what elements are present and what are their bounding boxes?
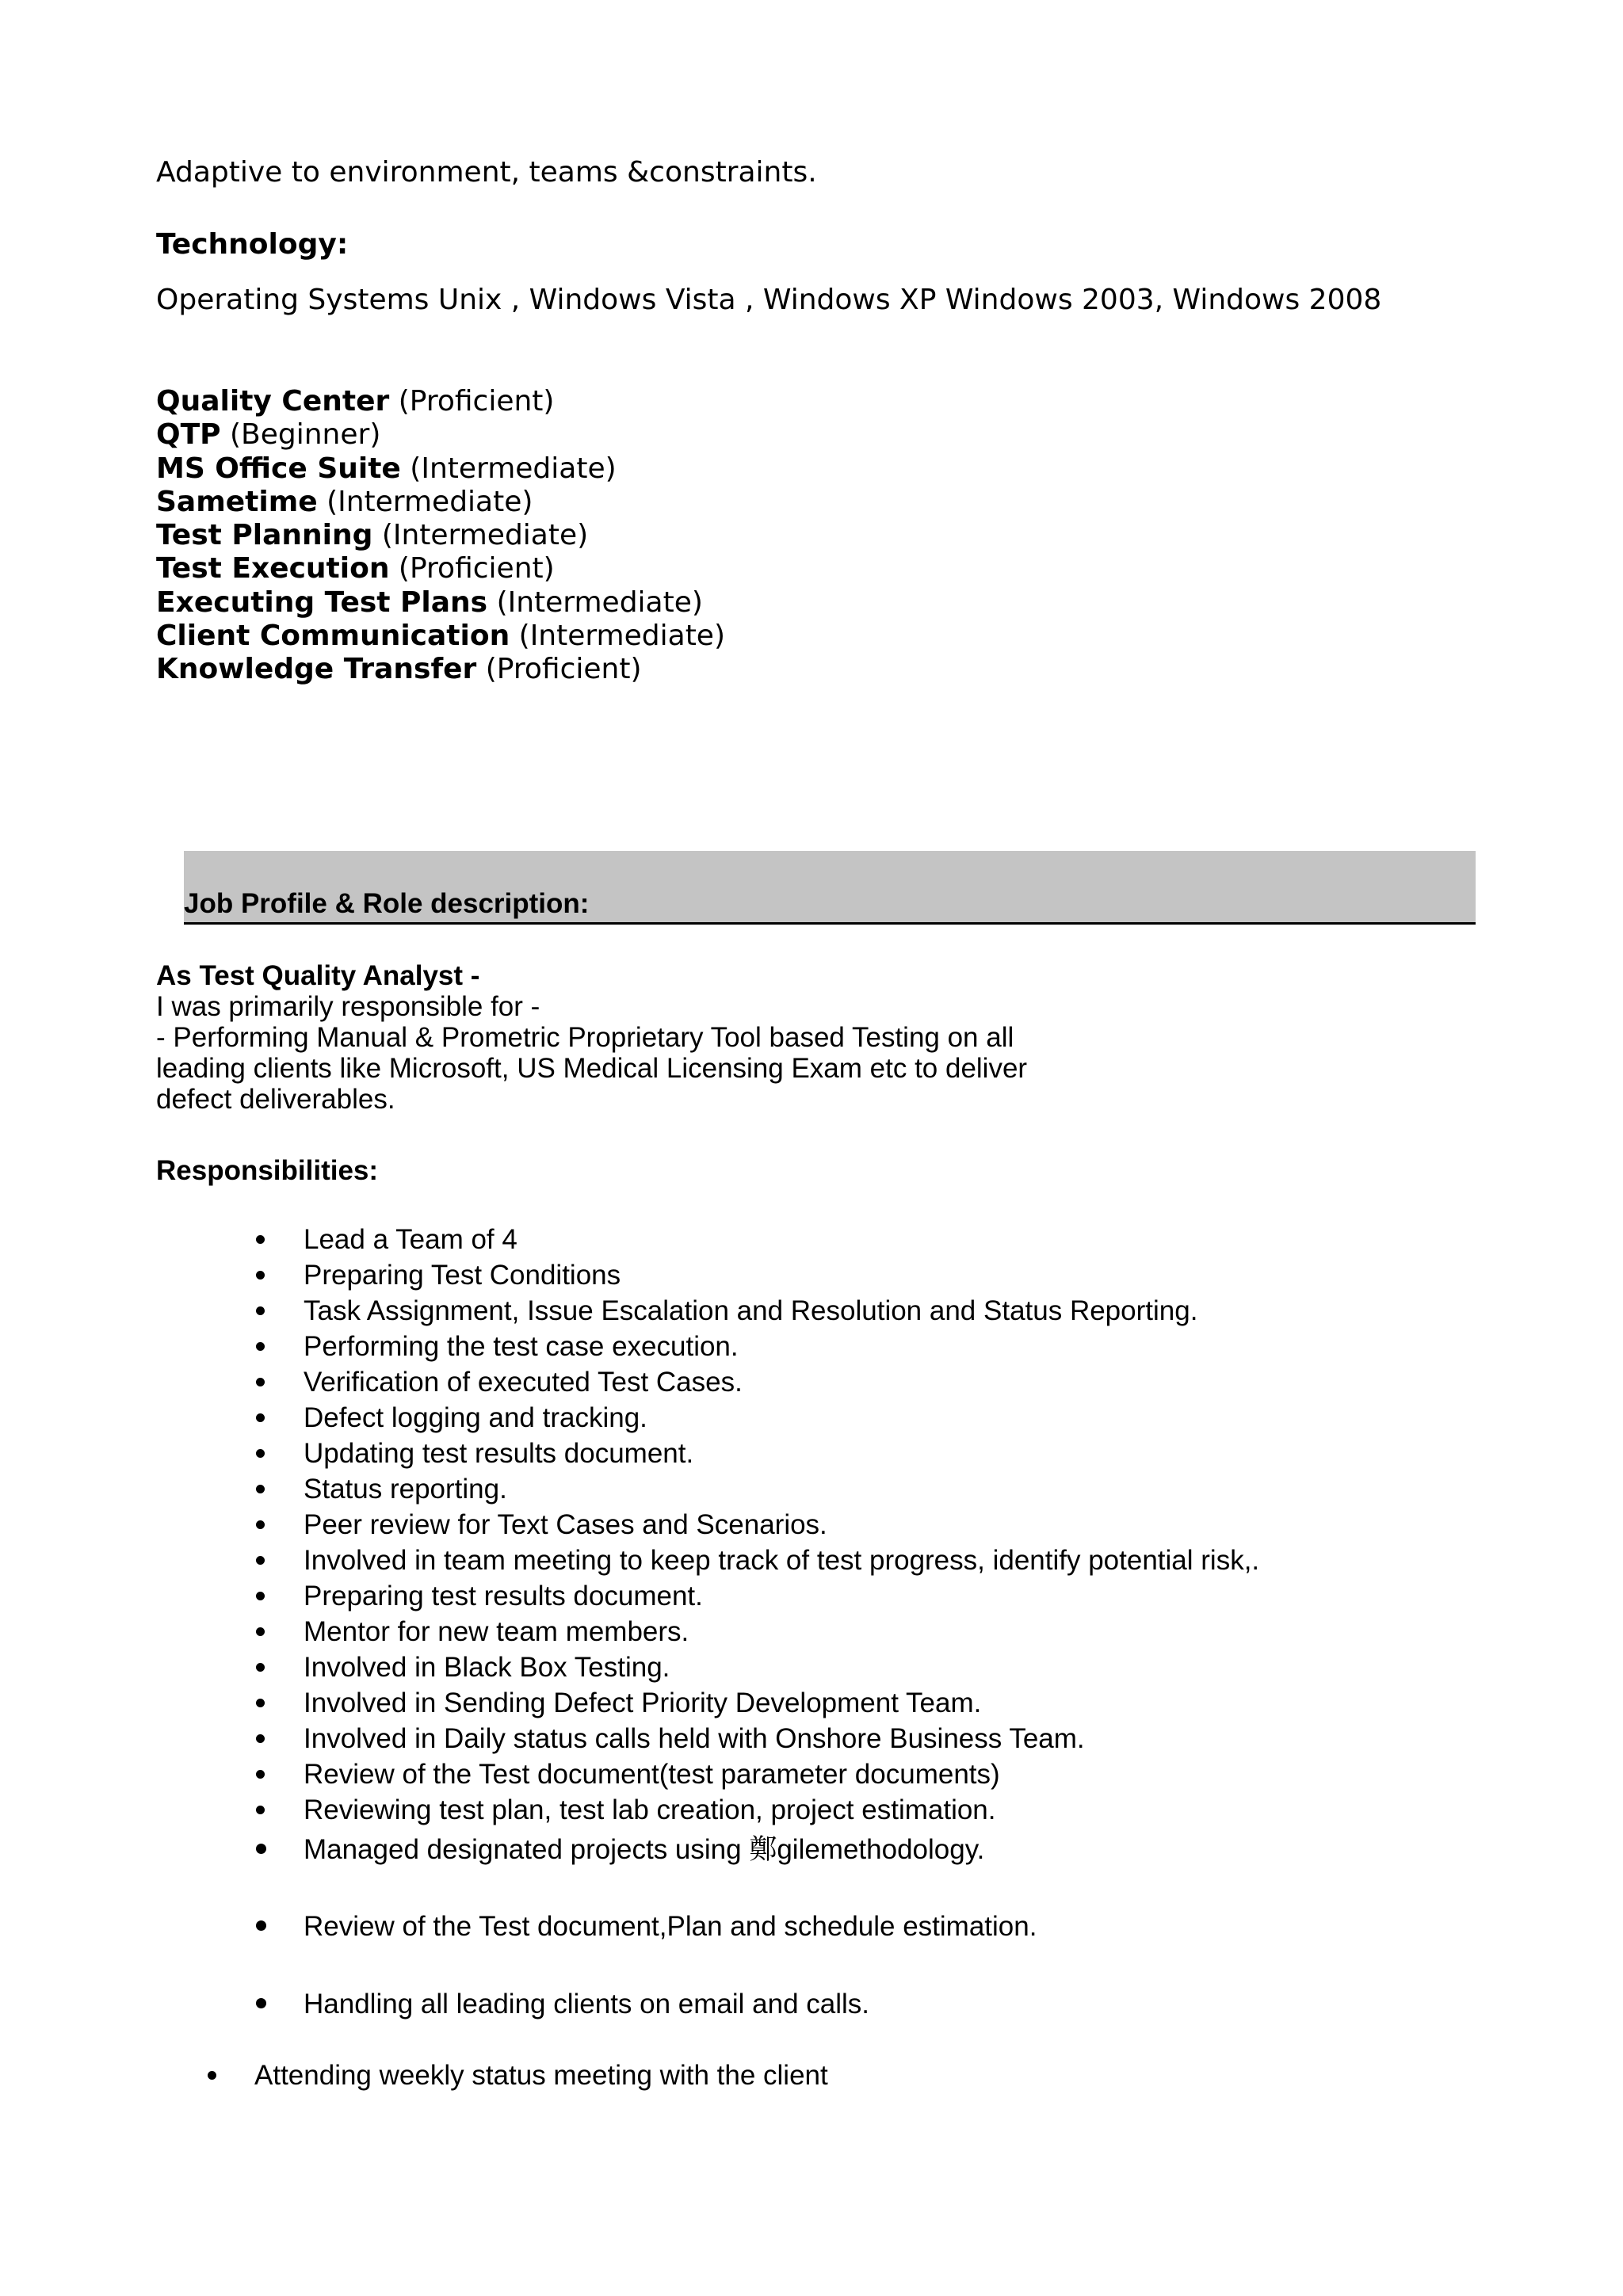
bullet-icon <box>256 1235 265 1244</box>
list-item-text: Involved in Black Box Testing. <box>304 1652 670 1683</box>
bullet-icon <box>256 1663 265 1672</box>
skill-level: (Intermediate) <box>400 452 617 485</box>
bullet-icon <box>256 1844 266 1854</box>
skill-row <box>156 552 725 585</box>
bullet-icon <box>256 1413 265 1422</box>
list-item-text: Preparing test results document. <box>304 1581 703 1611</box>
intro-line: Adaptive to environment, teams &constraints. <box>156 156 817 189</box>
section-heading: Job Profile & Role description: <box>184 888 590 919</box>
list-item-text: Defect logging and tracking. <box>304 1402 647 1433</box>
skill-row <box>156 653 725 686</box>
bullet-icon <box>256 1556 265 1565</box>
role-line: I was primarily responsible for - <box>156 991 540 1022</box>
list-item-text: Task Assignment, Issue Escalation and Resolution and Status Reporting. <box>304 1295 1198 1326</box>
skill-level: (Proficient) <box>476 653 642 686</box>
list-item-text: Attending weekly status meeting with the client <box>254 2060 828 2091</box>
role-title: As Test Quality Analyst - <box>156 960 480 991</box>
role-line: leading clients like Microsoft, US Medical Licensing Exam etc to deliver <box>156 1053 1028 1084</box>
list-item-text: Updating test results document. <box>304 1438 694 1469</box>
bullet-icon <box>256 1734 265 1743</box>
skill-row <box>156 385 725 418</box>
list-item-text: Review of the Test document(test parameter documents) <box>304 1759 1000 1790</box>
list-item-text: Reviewing test plan, test lab creation, project estimation. <box>304 1794 996 1825</box>
role-description <box>156 960 1027 1115</box>
list-item-text: Preparing Test Conditions <box>304 1260 621 1291</box>
bullet-icon <box>256 1449 265 1458</box>
skill-row <box>156 418 725 452</box>
bullet-icon <box>256 1920 266 1931</box>
skill-row <box>156 620 725 653</box>
skill-level: (Beginner) <box>220 418 381 452</box>
bullet-icon <box>256 1592 265 1600</box>
operating-systems-line: Operating Systems Unix , Windows Vista , Windows XP Windows 2003, Windows 2008 <box>156 284 1382 316</box>
role-line: - Performing Manual & Prometric Proprietary Tool based Testing on all <box>156 1022 1014 1053</box>
bullet-icon <box>256 1271 265 1280</box>
skill-name: QTP <box>156 418 221 452</box>
skill-level: (Intermediate) <box>487 585 703 619</box>
list-item-text: Involved in team meeting to keep track of test progress, identify potential risk,. <box>304 1545 1260 1576</box>
bullet-icon <box>256 1699 265 1707</box>
bullet-icon <box>256 1770 265 1779</box>
technology-heading: Technology: <box>156 228 349 261</box>
bullet-icon <box>256 1342 265 1351</box>
list-item-text: Mentor for new team members. <box>304 1616 689 1647</box>
bullet-icon <box>256 1627 265 1636</box>
skill-name: Test Execution <box>156 552 390 585</box>
bullet-icon <box>256 1485 265 1493</box>
list-item-text: Performing the test case execution. <box>304 1331 739 1362</box>
list-item-text: Review of the Test document,Plan and schedule estimation. <box>304 1911 1037 1942</box>
list-item-text: Lead a Team of 4 <box>304 1224 517 1255</box>
list-item-text: Status reporting. <box>304 1474 507 1505</box>
bullet-icon <box>256 1378 265 1386</box>
list-item-text: Managed designated projects using 鄭gilemethodology. <box>304 1834 985 1865</box>
skill-row <box>156 586 725 620</box>
bullet-icon <box>256 1998 266 2008</box>
list-item-text: Involved in Daily status calls held with Onshore Business Team. <box>304 1723 1085 1754</box>
skill-name: Test Planning <box>156 519 373 552</box>
bullet-icon <box>208 2071 216 2080</box>
role-line: defect deliverables. <box>156 1084 395 1115</box>
skill-row <box>156 519 725 552</box>
skill-level: (Proficient) <box>389 385 555 418</box>
list-item-text: Involved in Sending Defect Priority Development Team. <box>304 1688 982 1718</box>
skill-name: Knowledge Transfer <box>156 653 477 686</box>
skill-level: (Proficient) <box>389 552 555 585</box>
bullet-icon <box>256 1520 265 1529</box>
skill-level: (Intermediate) <box>372 519 589 552</box>
responsibilities-heading: Responsibilities: <box>156 1155 379 1186</box>
bullet-icon <box>256 1806 265 1814</box>
bullet-icon <box>256 1306 265 1315</box>
skills-list <box>156 385 725 687</box>
skill-level: (Intermediate) <box>317 485 533 518</box>
skill-name: Executing Test Plans <box>156 585 488 619</box>
skill-level: (Intermediate) <box>510 620 725 653</box>
skill-row <box>156 486 725 519</box>
skill-name: Sametime <box>156 485 318 518</box>
list-item-text: Verification of executed Test Cases. <box>304 1367 743 1398</box>
skill-name: Quality Center <box>156 385 390 418</box>
list-item-text: Handling all leading clients on email and calls. <box>304 1989 870 2019</box>
skill-name: Client Communication <box>156 620 510 653</box>
skill-name: MS Office Suite <box>156 452 401 485</box>
skill-row <box>156 452 725 486</box>
section-banner <box>184 851 1476 925</box>
list-item-text: Peer review for Text Cases and Scenarios. <box>304 1509 827 1540</box>
